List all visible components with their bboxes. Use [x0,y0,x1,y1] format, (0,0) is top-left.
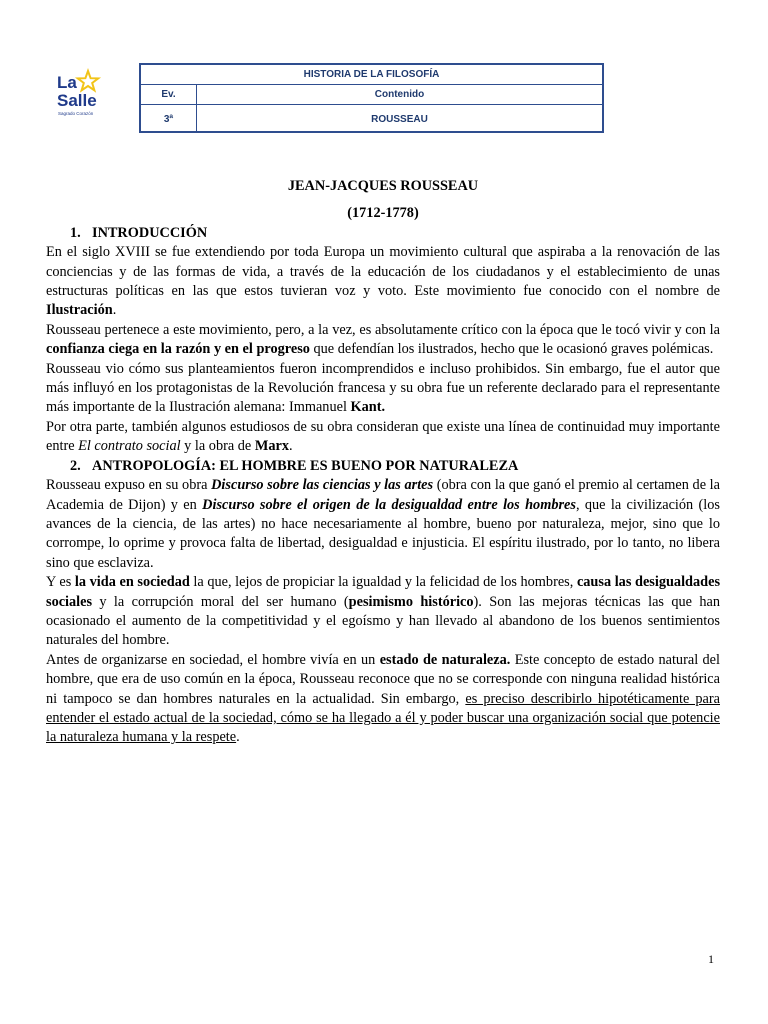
section-heading-1: 1. INTRODUCCIÓN [70,224,208,241]
paragraph: En el siglo XVIII se fue extendiendo por toda Europa un movimiento cultural que aspiraba a la renovación de las conciencias y de las formas de vida, a través de la educación de los ciudadanos y el establecimiento de unas estructuras políticas en las que estos tuvieran voz y voto. Este movimiento fue conocido con el nombre de Ilustración. [46,244,720,319]
logo-tagline: Sagrado Corazón [58,111,94,116]
content-value-cell: ROUSSEAU [197,105,604,133]
star-icon [78,71,98,90]
la-salle-logo [54,68,104,122]
paragraph: Y es la vida en sociedad la que, lejos de propiciar la igualdad y la felicidad de los hombres, causa las desigualdades sociales y la corrupción moral del ser humano (pesimismo histórico). Son las mejoras técnicas las que han ocasionado el aumento de la competitividad y el egoísmo y han llevado al abandono de los buenos sentimientos naturales del hombre. [46,574,721,649]
subject-cell: HISTORIA DE LA FILOSOFÍA [140,64,603,85]
paragraph: Rousseau vio cómo sus planteamientos fueron incomprendidos e incluso prohibidos. Sin embargo, fue el autor que más influyó en los protagonistas de la Revolución francesa y su obra fue un referente declarado para el representante más importante de la Ilustración alemana: Immanuel Kant. [46,360,720,416]
paragraph: Antes de organizarse en sociedad, el hombre vivía en un estado de naturaleza. Este concepto de estado natural del hombre, que era de uso común en la época, Rousseau reconoce que no se corresponde con ninguna realidad histórica ni tampoco se dan hombres naturales en la actualidad. Sin embargo, es preciso describirlo hipotéticamente para entender el estado actual de la sociedad, cómo se ha llegado a él y poder buscar una organización social que potencie la naturaleza humana y la respete. [46,651,721,746]
header-table [139,63,604,133]
paragraph: Rousseau expuso en su obra Discurso sobre las ciencias y las artes (obra con la que ganó el premio al certamen de la Academia de Dijon) y en Discurso sobre el origen de la desigualdad entre los hombres, que la civilización (los avances de la ciencia, de las artes) no hace necesariamente al hombre, bueno por naturaleza, mejor, sino que lo corrompe, lo oprime y provoca falta de libertad, desigualdad e injusticia. El espíritu ilustrado, por lo tanto, no libera sino que esclaviza. [46,477,720,571]
logo-line1: La [57,73,77,92]
ev-label-cell: Ev. [140,85,197,105]
content-label-cell: Contenido [197,85,604,105]
section-heading-2: 2. ANTROPOLOGÍA: EL HOMBRE ES BUENO POR NATURALEZA [70,457,519,474]
paragraph: Rousseau pertenece a este movimiento, pero, a la vez, es absolutamente crítico con la época que le tocó vivir y con la confianza ciega en la razón y en el progreso que defendían los ilustrados, hecho que le ocasionó graves polémicas. [46,321,720,358]
document-dates: (1712-1778) [347,205,419,222]
document-title: JEAN-JACQUES ROUSSEAU [287,178,479,194]
ev-value-cell: 3ª [140,105,197,133]
document-body [46,173,720,748]
logo-line2: Salle [57,91,97,110]
paragraph: Por otra parte, también algunos estudiosos de su obra consideran que existe una línea de continuidad muy importante entre El contrato social y la obra de Marx. [46,418,720,455]
page-number: 1 [708,952,714,966]
